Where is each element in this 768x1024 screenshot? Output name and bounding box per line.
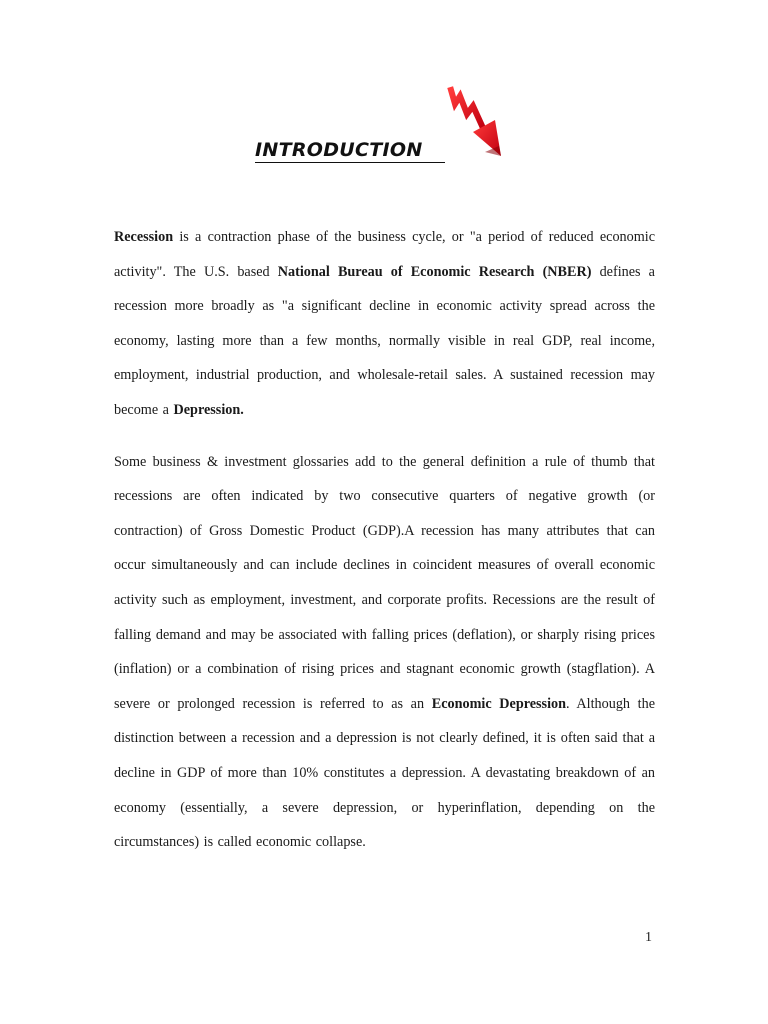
body-text bbox=[114, 220, 655, 860]
paragraph-recession-details bbox=[114, 445, 655, 860]
term-economic-depression: Economic Depression bbox=[431, 695, 567, 712]
paragraph2-text-a: Some business & investment glossaries add to the general definition a rule of thumb that recessions are often indicated by two consecutive quarters of negative growth (or contraction) of Gross Domestic Product (GDP).A recession has many attributes that can occur simultaneously and can include declines in coincident measures of overall economic activity such as employment, investment, and corporate profits. Recessions are the result of falling demand and may be associated with falling prices (deflation), or sharply rising prices (inflation) or a combination of rising prices and stagnant economic growth (stagflation). A severe or prolonged recession is referred to as an bbox=[114, 453, 655, 712]
paragraph2-text-b: . Although the distinction between a recession and a depression is not clearly defined, it is often said that a decline in GDP of more than 10% constitutes a depression. A devastating breakdown of an economy (essentially, a severe depression, or hyperinflation, depending on the circumstances) is called economic collapse. bbox=[114, 695, 655, 851]
paragraph1-text-a: is a contraction phase of the business cycle, or "a period of reduced economic activity". The U.S. based bbox=[114, 229, 655, 280]
paragraph1-text-b: defines a recession more broadly as "a significant decline in economic activity spread across the economy, lasting more than a few months, normally visible in real GDP, real income, employment, industrial production, and wholesale-retail sales. A sustained recession may become a bbox=[114, 263, 655, 418]
page-number: 1 bbox=[645, 930, 652, 945]
term-nber: National Bureau of Economic Research (NBER) bbox=[277, 263, 592, 280]
page-title: INTRODUCTION bbox=[255, 138, 445, 163]
paragraph-recession-definition bbox=[114, 220, 655, 428]
downward-trend-arrow-icon bbox=[443, 86, 513, 162]
term-depression: Depression. bbox=[173, 401, 244, 418]
term-recession: Recession bbox=[114, 229, 174, 245]
